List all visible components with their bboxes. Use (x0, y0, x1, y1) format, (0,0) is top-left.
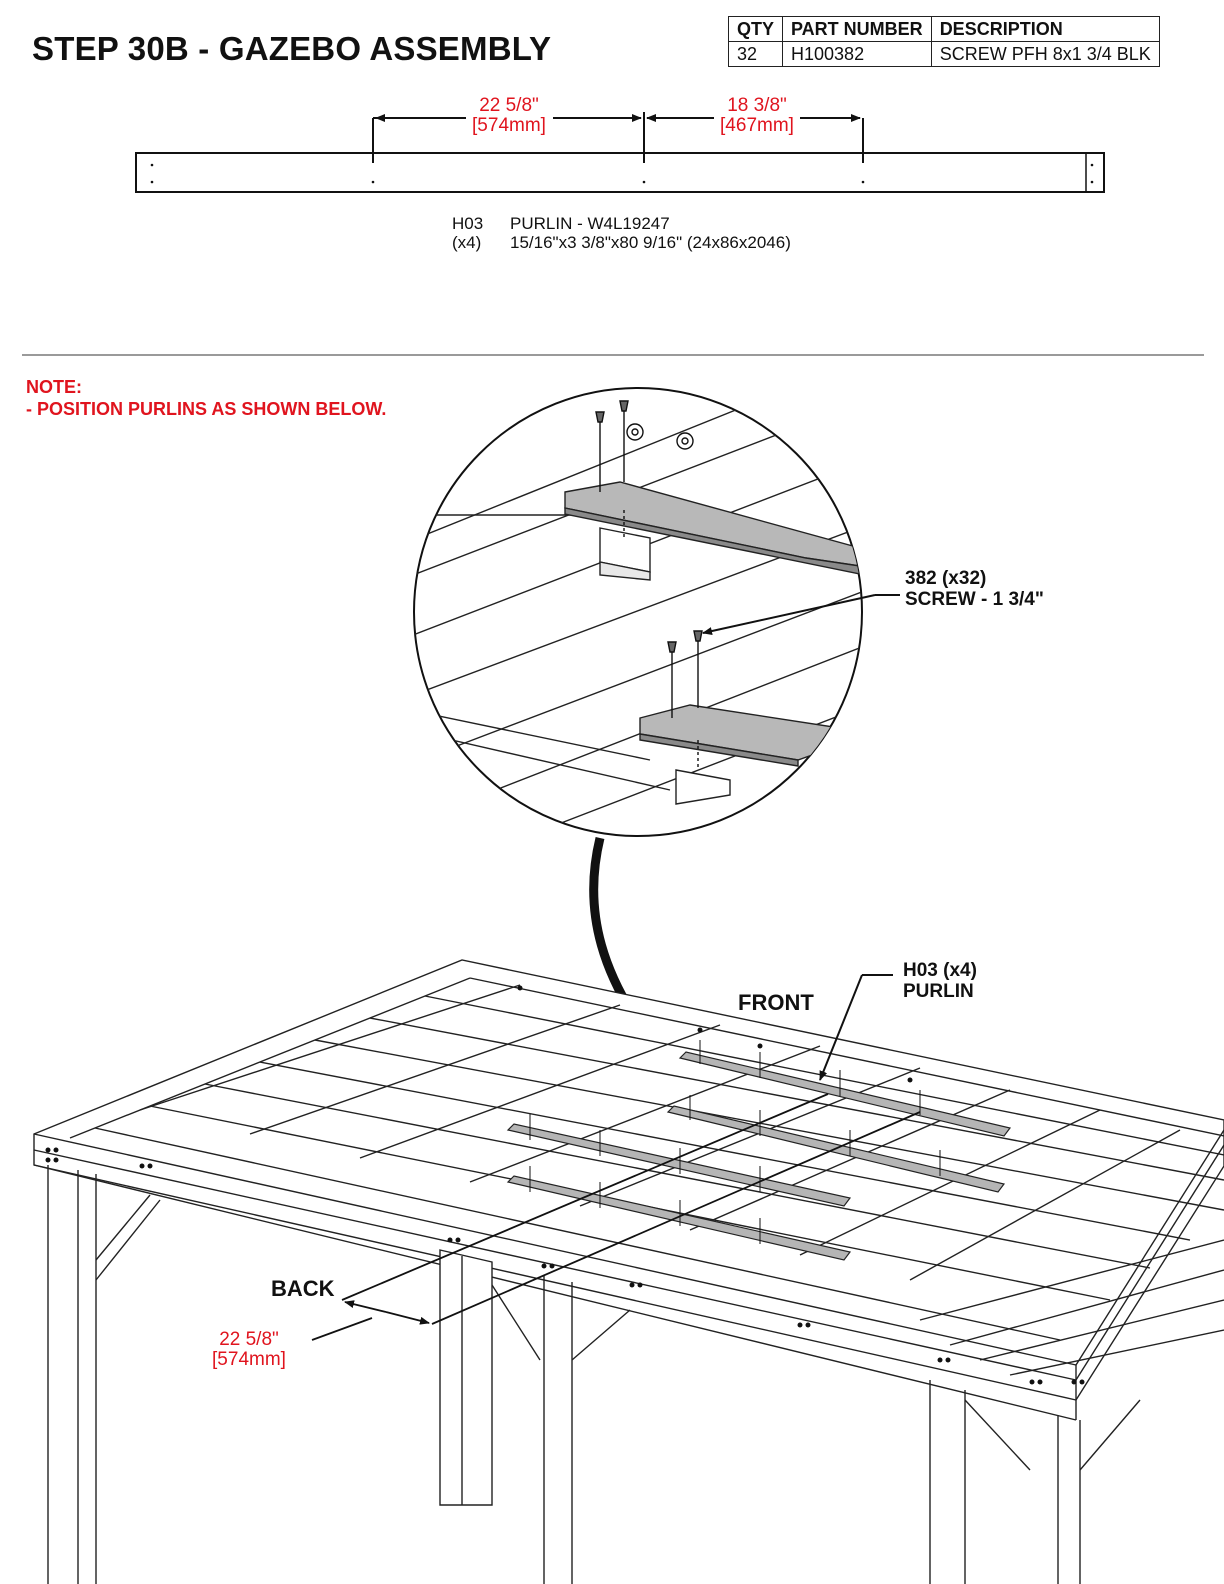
note-line: - POSITION PURLINS AS SHOWN BELOW. (26, 399, 387, 419)
dim-right-mm: [467mm] (720, 115, 794, 136)
back-label: BACK (271, 1276, 335, 1301)
screw-callout-qty: 382 (x32) (905, 568, 987, 589)
part-id: H03 (452, 214, 484, 233)
purlin-elevation (136, 112, 1104, 192)
dim-left-inches: 22 5/8" (479, 95, 539, 116)
dim-left-mm: [574mm] (472, 115, 546, 136)
col-description: DESCRIPTION (931, 17, 1159, 42)
note-block (26, 376, 386, 420)
purlin-callout-name: PURLIN (903, 981, 974, 1002)
page-title: STEP 30B - GAZEBO ASSEMBLY (32, 30, 552, 67)
dim-right-label (714, 96, 800, 136)
cell-description: SCREW PFH 8x1 3/4 BLK (931, 42, 1159, 67)
purlin-callout (903, 960, 977, 1002)
detail-magnifier (400, 360, 900, 836)
col-part-number: PART NUMBER (783, 17, 932, 42)
part-qty: (x4) (452, 233, 482, 252)
dim-left-label (466, 96, 552, 136)
cell-qty: 32 (729, 42, 783, 67)
spacing-inches: 22 5/8" (219, 1329, 279, 1350)
part-size: 15/16"x3 3/8"x80 9/16" (24x86x2046) (510, 233, 791, 252)
front-label: FRONT (738, 990, 814, 1015)
part-name: PURLIN - W4L19247 (510, 214, 670, 233)
purlin-part-label (452, 214, 791, 252)
screw-callout (905, 568, 1044, 610)
purlin-callout-qty: H03 (x4) (903, 960, 977, 981)
screw-callout-desc: SCREW - 1 3/4" (905, 589, 1044, 610)
spacing-mm: [574mm] (212, 1349, 286, 1370)
spacing-label (206, 1330, 292, 1370)
col-qty: QTY (729, 17, 783, 42)
cell-part-number: H100382 (783, 42, 932, 67)
gazebo-frame (34, 960, 1224, 1584)
dim-right-inches: 18 3/8" (727, 95, 787, 116)
note-heading: NOTE: (26, 377, 82, 397)
